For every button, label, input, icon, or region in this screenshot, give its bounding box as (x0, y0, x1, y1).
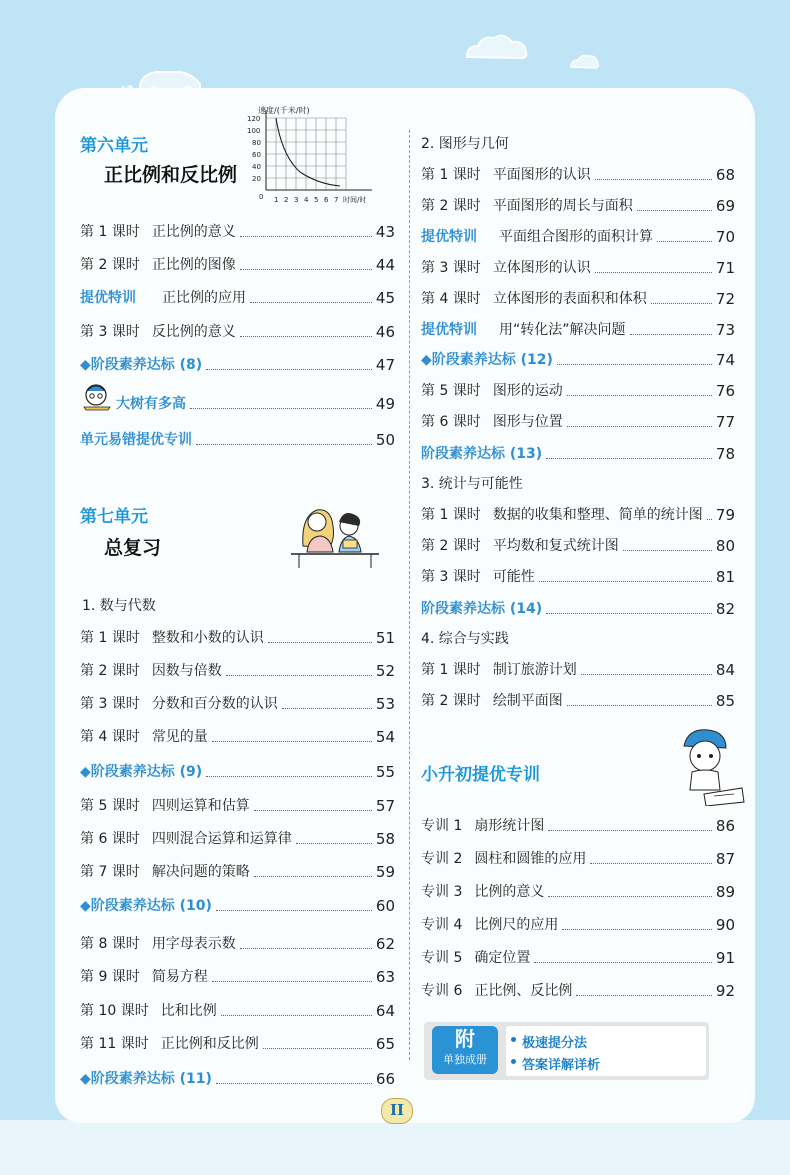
toc-row[interactable]: 提优特训 平面组合图形的面积计算 70 (421, 228, 735, 246)
xsc-section-title: 小升初提优专训 (421, 765, 540, 785)
toc-row[interactable]: 第 3 课时 可能性 81 (421, 568, 735, 586)
cloud-icon (462, 32, 532, 62)
toc-row[interactable]: 第 3 课时 反比例的意义 46 (80, 323, 395, 341)
toc-row[interactable]: 大树有多高 49 (116, 395, 395, 413)
section-number-statistics: 3. 统计与可能性 (421, 476, 523, 492)
x-tick-label: 2 (284, 196, 289, 204)
page-number: II (381, 1098, 413, 1124)
toc-row[interactable]: ◆阶段素养达标 (10) 60 (80, 897, 395, 915)
bullet-icon (511, 1037, 516, 1042)
column-divider (409, 130, 411, 1060)
toc-row[interactable]: 第 2 课时 平面图形的周长与面积 69 (421, 197, 735, 215)
toc-row[interactable]: 专训 3 比例的意义 89 (421, 883, 735, 901)
toc-row[interactable]: ◆阶段素养达标 (8) 47 (80, 356, 395, 374)
toc-row[interactable]: 第 9 课时 简易方程 63 (80, 968, 395, 986)
toc-row[interactable]: 专训 6 正比例、反比例 92 (421, 982, 735, 1000)
unit7-label: 第七单元 (80, 507, 148, 527)
bullet-icon (511, 1059, 516, 1064)
toc-row[interactable]: 第 2 课时 平均数和复式统计图 80 (421, 537, 735, 555)
section-number-algebra: 1. 数与代数 (82, 598, 156, 614)
x-tick-label: 5 (314, 196, 319, 204)
appendix-tag-sub: 单独成册 (443, 1053, 487, 1066)
toc-row[interactable]: 第 3 课时 分数和百分数的认识 53 (80, 695, 395, 713)
toc-row[interactable]: 专训 5 确定位置 91 (421, 949, 735, 967)
y-tick-label: 60 (252, 151, 261, 159)
unit6-title: 正比例和反比例 (104, 164, 238, 186)
toc-row[interactable]: 第 11 课时 正比例和反比例 65 (80, 1035, 395, 1053)
unit6-label: 第六单元 (80, 136, 148, 156)
toc-row[interactable]: 提优特训 用“转化法”解决问题 73 (421, 321, 735, 339)
appendix-items (506, 1026, 706, 1076)
toc-row[interactable]: 第 3 课时 立体图形的认识 71 (421, 259, 735, 277)
x-tick-label: 1 (274, 196, 279, 204)
toc-row[interactable]: ◆阶段素养达标 (9) 55 (80, 763, 395, 781)
toc-row[interactable]: 第 10 课时 比和比例 64 (80, 1002, 395, 1020)
section-number-geometry: 2. 图形与几何 (421, 136, 509, 152)
toc-row[interactable]: ◆阶段素养达标 (12) 74 (421, 351, 735, 369)
appendix-item: 答案详解详析 (522, 1054, 600, 1073)
toc-row[interactable]: 阶段素养达标 (13) 78 (421, 445, 735, 463)
toc-row[interactable]: 专训 1 扇形统计图 86 (421, 817, 735, 835)
x-tick-label: 4 (304, 196, 309, 204)
y-tick-label: 100 (247, 127, 261, 135)
toc-row[interactable]: 提优特训 正比例的应用 45 (80, 289, 395, 307)
toc-row[interactable]: 第 1 课时 制订旅游计划 84 (421, 661, 735, 679)
student-writing-illustration (668, 724, 746, 806)
graph-ylabel: 速度/(千米/时) (258, 106, 310, 115)
x-tick-label: 7 (334, 196, 339, 204)
y-tick-label: 80 (252, 139, 261, 147)
mother-child-illustration (283, 496, 383, 568)
toc-row[interactable]: 第 2 课时 正比例的图像 44 (80, 256, 395, 274)
appendix-box (424, 1022, 709, 1080)
toc-row[interactable]: 第 6 课时 图形与位置 77 (421, 413, 735, 431)
x-tick-label: 3 (294, 196, 299, 204)
appendix-tag-label: 附 (455, 1027, 475, 1051)
appendix-tag (432, 1026, 498, 1074)
toc-row[interactable]: 第 8 课时 用字母表示数 62 (80, 935, 395, 953)
toc-row[interactable]: 第 1 课时 数据的收集和整理、简单的统计图 79 (421, 506, 735, 524)
toc-row[interactable]: 第 4 课时 常见的量 54 (80, 728, 395, 746)
speed-time-graph (244, 104, 394, 210)
y-tick-label: 0 (259, 193, 264, 201)
toc-row[interactable]: 第 5 课时 图形的运动 76 (421, 382, 735, 400)
toc-row[interactable]: 专训 4 比例尺的应用 90 (421, 916, 735, 934)
toc-row[interactable]: 第 6 课时 四则混合运算和运算律 58 (80, 830, 395, 848)
toc-row[interactable]: ◆阶段素养达标 (11) 66 (80, 1070, 395, 1088)
appendix-item: 极速提分法 (522, 1032, 587, 1051)
toc-row[interactable]: 第 7 课时 解决问题的策略 59 (80, 863, 395, 881)
toc-row[interactable]: 第 1 课时 平面图形的认识 68 (421, 166, 735, 184)
toc-row[interactable]: 第 1 课时 正比例的意义 43 (80, 223, 395, 241)
x-tick-label: 6 (324, 196, 329, 204)
y-tick-label: 20 (252, 175, 261, 183)
page-bottom-band (0, 1120, 790, 1175)
toc-row[interactable]: 阶段素养达标 (14) 82 (421, 600, 735, 618)
toc-row[interactable]: 专训 2 圆柱和圆锥的应用 87 (421, 850, 735, 868)
toc-row[interactable]: 第 4 课时 立体图形的表面积和体积 72 (421, 290, 735, 308)
cloud-icon (568, 52, 602, 70)
toc-row[interactable]: 第 1 课时 整数和小数的认识 51 (80, 629, 395, 647)
toc-row[interactable]: 第 2 课时 因数与倍数 52 (80, 662, 395, 680)
graph-xlabel: 时间/时 (343, 196, 367, 204)
toc-row[interactable]: 第 2 课时 绘制平面图 85 (421, 692, 735, 710)
toc-row[interactable]: 单元易错提优专训 50 (80, 431, 395, 449)
section-number-practice: 4. 综合与实践 (421, 631, 509, 647)
unit7-title: 总复习 (104, 537, 162, 559)
y-tick-label: 120 (247, 115, 261, 123)
y-tick-label: 40 (252, 163, 261, 171)
toc-row[interactable]: 第 5 课时 四则运算和估算 57 (80, 797, 395, 815)
